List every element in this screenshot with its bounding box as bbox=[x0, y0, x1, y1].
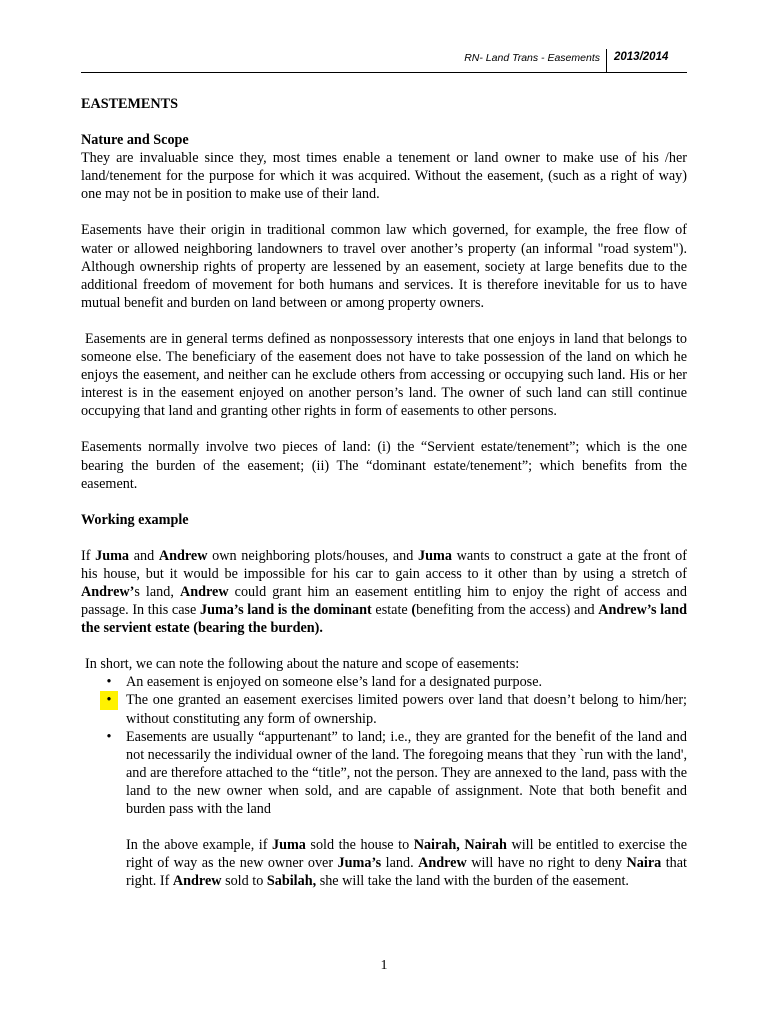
header-rule bbox=[81, 72, 687, 73]
bullet-icon: • bbox=[100, 691, 118, 709]
header-title: RN- Land Trans - Easements bbox=[464, 52, 600, 64]
paragraph-1: They are invaluable since they, most times enable a tenement or land owner to make use of his /her land/tenement for the purpose for which it was acquired. Without the easement, (such as a right of way) one may not be in position to make use of their land. bbox=[81, 150, 687, 203]
list-item: • An easement is enjoyed on someone else’s land for a designated purpose. bbox=[81, 673, 687, 691]
list-item: • The one granted an easement exercises limited powers over land that doesn’t belong to him/her; without constituting any form of ownership. bbox=[81, 691, 687, 727]
section-heading-nature-scope: Nature and Scope bbox=[81, 132, 189, 149]
paragraph-3: Easements are in general terms defined as nonpossessory interests that one enjoys in land that belongs to someone else. The beneficiary of the easement does not have to take possession of the land on which he enjoys the easement, and neither can he exclude others from accessing or occupying such land. His or her interest is in the easement enjoyed on another person’s land. The owner of such land can still continue occupying that land and granting other rights in form of easements to other persons. bbox=[81, 330, 687, 420]
header-year: 2013/2014 bbox=[614, 51, 669, 63]
working-example-paragraph: If Juma and Andrew own neighboring plots/houses, and Juma wants to construct a gate at the front of his house, but it would be impossible for his car to gain access to it other than by using a stretch of Andrew’s land, Andrew could grant him an easement entitling him to enjoy the right of access and passage. In this case Juma’s land is the dominant estate (benefiting from the access) and Andrew’s land the servient estate (bearing the burden). bbox=[81, 547, 687, 637]
bullet-icon: • bbox=[106, 728, 112, 745]
header-separator bbox=[606, 49, 607, 73]
paragraph-4: Easements normally involve two pieces of land: (i) the “Servient estate/tenement”; which is the one bearing the burden of the easement; (ii) The “dominant estate/tenement”; which benefits from the easement. bbox=[81, 439, 687, 492]
summary-intro: In short, we can note the following about the nature and scope of easements: bbox=[85, 656, 520, 673]
list-item: • Easements are usually “appurtenant” to land; i.e., they are granted for the benefit of the land and not necessarily the individual owner of the land. The foregoing means that they `run with the land', and are therefore attached to the “title”, not the person. They are annexed to the land, pass with the land to the new owner when sold, and are capable of assignment. Note that both benefit and burden pass with the land bbox=[81, 728, 687, 818]
document-body bbox=[81, 95, 687, 890]
document-title: EASTEMENTS bbox=[81, 96, 178, 112]
page-number: 1 bbox=[380, 958, 388, 973]
summary-list bbox=[81, 673, 687, 818]
page-header bbox=[0, 49, 768, 71]
paragraph-2: Easements have their origin in traditional common law which governed, for example, the free flow of water or allowed neighboring landowners to travel over another’s property (an informal "road system"). Although ownership rights of property are lessened by an easement, society at large benefits due to the additional freedom of movement for both humans and services. It is therefore inevitable for us to have mutual benefit and burden on land between or among property owners. bbox=[81, 222, 687, 311]
bullet-icon: • bbox=[106, 674, 112, 691]
section-heading-working-example: Working example bbox=[81, 511, 189, 528]
example-continuation-paragraph: In the above example, if Juma sold the house to Nairah, Nairah will be entitled to exercise the right of way as the new owner over Juma’s land. Andrew will have no right to deny Naira that right. If Andrew sold to Sabilah, she will take the land with the burden of the easement. bbox=[126, 837, 687, 890]
